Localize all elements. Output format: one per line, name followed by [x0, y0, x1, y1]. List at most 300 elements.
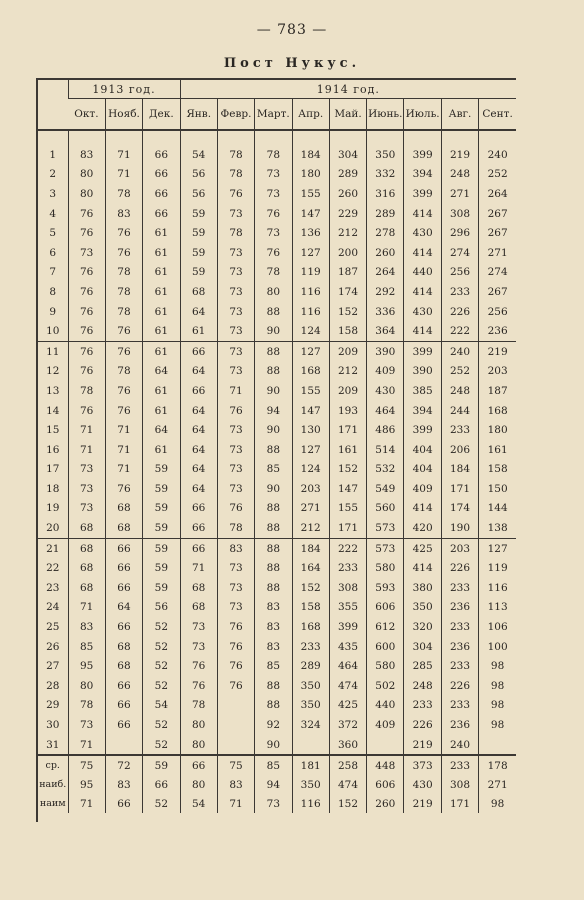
- value-cell: 161: [329, 440, 366, 460]
- value-cell: 76: [217, 656, 254, 676]
- month-header: Окт.: [68, 99, 105, 131]
- value-cell: 219: [479, 341, 516, 361]
- value-cell: 78: [255, 263, 292, 283]
- value-cell: 304: [329, 145, 366, 165]
- table-row: [38, 165, 516, 185]
- value-cell: 155: [292, 184, 329, 204]
- value-cell: 71: [68, 598, 105, 618]
- day-label: 20: [38, 518, 68, 538]
- value-cell: 59: [180, 243, 217, 263]
- value-cell: 308: [329, 578, 366, 598]
- value-cell: 248: [441, 165, 478, 185]
- day-label: 4: [49, 207, 57, 220]
- day-label: 14: [46, 404, 60, 417]
- value-cell: 76: [217, 499, 254, 519]
- value-cell: 226: [404, 715, 441, 735]
- value-cell: 64: [105, 598, 142, 618]
- day-label: 9: [49, 305, 57, 318]
- value-cell: 226: [441, 676, 478, 696]
- value-cell: 64: [180, 479, 217, 499]
- value-cell: 168: [479, 401, 516, 421]
- summary-cell: 66: [143, 775, 180, 794]
- value-cell: 80: [68, 165, 105, 185]
- value-cell: 180: [292, 165, 329, 185]
- value-cell: 76: [217, 617, 254, 637]
- value-cell: 113: [479, 598, 516, 618]
- value-cell: 71: [105, 460, 142, 480]
- table-row: [38, 401, 516, 421]
- day-label: 5: [49, 227, 57, 240]
- value-cell: 83: [105, 204, 142, 224]
- value-cell: [105, 735, 142, 756]
- value-cell: 147: [292, 401, 329, 421]
- day-label: 30: [46, 719, 60, 732]
- summary-cell: 73: [255, 794, 292, 813]
- value-cell: 59: [143, 538, 180, 558]
- value-cell: 66: [105, 676, 142, 696]
- value-cell: 73: [217, 263, 254, 283]
- value-cell: 83: [68, 145, 105, 165]
- value-cell: 414: [404, 499, 441, 519]
- value-cell: 271: [292, 499, 329, 519]
- value-cell: 304: [404, 637, 441, 657]
- value-cell: 292: [367, 282, 404, 302]
- value-cell: 66: [105, 696, 142, 716]
- summary-cell: 52: [143, 794, 180, 813]
- value-cell: 61: [180, 321, 217, 341]
- value-cell: 147: [292, 204, 329, 224]
- value-cell: 248: [404, 676, 441, 696]
- value-cell: 394: [404, 401, 441, 421]
- value-cell: 158: [329, 321, 366, 341]
- value-cell: 464: [367, 401, 404, 421]
- table-row: [38, 321, 516, 341]
- value-cell: 316: [367, 184, 404, 204]
- value-cell: 560: [367, 499, 404, 519]
- value-cell: 61: [143, 263, 180, 283]
- value-cell: 233: [441, 656, 478, 676]
- value-cell: 71: [105, 165, 142, 185]
- value-cell: 233: [292, 637, 329, 657]
- table-row: [38, 145, 516, 165]
- day-label: 24: [46, 601, 60, 614]
- value-cell: 289: [292, 656, 329, 676]
- value-cell: 289: [367, 204, 404, 224]
- summary-label: наим: [39, 798, 66, 810]
- value-cell: 168: [292, 617, 329, 637]
- value-cell: 52: [143, 735, 180, 756]
- value-cell: 76: [68, 401, 105, 421]
- value-cell: 68: [180, 578, 217, 598]
- table-row: [38, 715, 516, 735]
- value-cell: 260: [329, 184, 366, 204]
- value-cell: 76: [105, 321, 142, 341]
- value-cell: 66: [105, 558, 142, 578]
- value-cell: 226: [441, 302, 478, 322]
- value-cell: 64: [180, 440, 217, 460]
- value-cell: 73: [255, 184, 292, 204]
- year-1913-header: 1913 год.: [68, 79, 180, 99]
- value-cell: 285: [404, 656, 441, 676]
- value-cell: 78: [255, 145, 292, 165]
- day-label: 21: [46, 542, 60, 555]
- value-cell: 260: [367, 243, 404, 263]
- value-cell: 106: [479, 617, 516, 637]
- summary-cell: 271: [479, 775, 516, 794]
- value-cell: 76: [217, 401, 254, 421]
- value-cell: 380: [404, 578, 441, 598]
- day-label: 22: [46, 562, 60, 575]
- value-cell: 68: [105, 499, 142, 519]
- value-cell: 124: [292, 460, 329, 480]
- value-cell: 171: [329, 518, 366, 538]
- value-cell: 76: [68, 204, 105, 224]
- value-cell: 88: [255, 302, 292, 322]
- summary-cell: 80: [180, 775, 217, 794]
- value-cell: 68: [105, 637, 142, 657]
- table-row: [38, 499, 516, 519]
- table-row: [38, 735, 516, 756]
- value-cell: 430: [367, 381, 404, 401]
- summary-cell: 75: [68, 755, 105, 775]
- value-cell: 83: [217, 538, 254, 558]
- value-cell: 59: [180, 263, 217, 283]
- value-cell: 184: [292, 538, 329, 558]
- value-cell: 174: [329, 282, 366, 302]
- value-cell: 88: [255, 538, 292, 558]
- value-cell: 580: [367, 656, 404, 676]
- value-cell: 271: [441, 184, 478, 204]
- summary-cell: 350: [292, 775, 329, 794]
- summary-cell: 94: [255, 775, 292, 794]
- value-cell: 68: [105, 518, 142, 538]
- day-label: 19: [46, 502, 60, 515]
- value-cell: 372: [329, 715, 366, 735]
- value-cell: 59: [143, 460, 180, 480]
- value-cell: 549: [367, 479, 404, 499]
- value-cell: 88: [255, 518, 292, 538]
- value-cell: 73: [217, 243, 254, 263]
- value-cell: 76: [255, 243, 292, 263]
- value-cell: 73: [68, 715, 105, 735]
- value-cell: 52: [143, 637, 180, 657]
- value-cell: 61: [143, 440, 180, 460]
- value-cell: 78: [68, 381, 105, 401]
- day-label: 26: [46, 640, 60, 653]
- value-cell: 56: [143, 598, 180, 618]
- value-cell: 464: [329, 656, 366, 676]
- month-header: Февр.: [217, 99, 254, 131]
- summary-cell: 85: [255, 755, 292, 775]
- summary-label: наиб.: [39, 779, 67, 791]
- value-cell: 83: [255, 617, 292, 637]
- value-cell: 233: [441, 578, 478, 598]
- day-label: 23: [46, 581, 60, 594]
- value-cell: 66: [105, 617, 142, 637]
- value-cell: 66: [180, 341, 217, 361]
- page-title: Пост Нукус.: [223, 56, 361, 71]
- table-row: [38, 263, 516, 283]
- value-cell: 78: [217, 165, 254, 185]
- value-cell: 56: [180, 184, 217, 204]
- value-cell: 76: [217, 184, 254, 204]
- value-cell: 90: [255, 381, 292, 401]
- value-cell: 73: [217, 440, 254, 460]
- value-cell: 73: [217, 341, 254, 361]
- value-cell: 414: [404, 282, 441, 302]
- value-cell: 73: [217, 578, 254, 598]
- table-row: [38, 440, 516, 460]
- summary-cell: 181: [292, 755, 329, 775]
- value-cell: 350: [404, 598, 441, 618]
- value-cell: 233: [441, 420, 478, 440]
- value-cell: 404: [404, 460, 441, 480]
- month-header: Июнь.: [367, 99, 404, 131]
- value-cell: 399: [329, 617, 366, 637]
- table-row: [38, 479, 516, 499]
- table-row: [38, 381, 516, 401]
- value-cell: 124: [292, 321, 329, 341]
- value-cell: 76: [105, 243, 142, 263]
- summary-cell: 258: [329, 755, 366, 775]
- summary-cell: 83: [105, 775, 142, 794]
- table-row: [38, 460, 516, 480]
- value-cell: 85: [255, 460, 292, 480]
- value-cell: 73: [255, 223, 292, 243]
- value-cell: 130: [292, 420, 329, 440]
- value-cell: 71: [105, 440, 142, 460]
- value-cell: 76: [68, 302, 105, 322]
- value-cell: 61: [143, 381, 180, 401]
- value-cell: 88: [255, 676, 292, 696]
- value-cell: 66: [143, 145, 180, 165]
- value-cell: 88: [255, 341, 292, 361]
- day-label: 18: [46, 482, 60, 495]
- value-cell: [367, 735, 404, 756]
- day-label: 7: [49, 266, 57, 279]
- value-cell: 59: [180, 223, 217, 243]
- table-row: [38, 223, 516, 243]
- summary-cell: 98: [479, 794, 516, 813]
- value-cell: 278: [367, 223, 404, 243]
- day-label: 15: [46, 424, 60, 437]
- summary-cell: 448: [367, 755, 404, 775]
- value-cell: 399: [404, 420, 441, 440]
- value-cell: 90: [255, 321, 292, 341]
- value-cell: 76: [217, 676, 254, 696]
- value-cell: 209: [329, 341, 366, 361]
- value-cell: 90: [255, 479, 292, 499]
- value-cell: 320: [404, 617, 441, 637]
- value-cell: 83: [255, 637, 292, 657]
- value-cell: 233: [441, 617, 478, 637]
- value-cell: 612: [367, 617, 404, 637]
- value-cell: 127: [292, 243, 329, 263]
- value-cell: 600: [367, 637, 404, 657]
- month-header: Нояб.: [105, 99, 142, 131]
- value-cell: 80: [68, 184, 105, 204]
- month-header: Авг.: [441, 99, 478, 131]
- table-row: [38, 282, 516, 302]
- value-cell: 200: [329, 243, 366, 263]
- value-cell: 80: [68, 676, 105, 696]
- value-cell: 83: [255, 598, 292, 618]
- value-cell: 394: [404, 165, 441, 185]
- value-cell: 71: [217, 381, 254, 401]
- day-label: 29: [46, 699, 60, 712]
- table-row: [38, 676, 516, 696]
- summary-cell: 72: [105, 755, 142, 775]
- summary-cell: 71: [217, 794, 254, 813]
- value-cell: 440: [367, 696, 404, 716]
- value-cell: 240: [479, 145, 516, 165]
- value-cell: 212: [292, 518, 329, 538]
- value-cell: 226: [441, 558, 478, 578]
- value-cell: 80: [180, 715, 217, 735]
- summary-row: [38, 794, 516, 813]
- table-row: [38, 243, 516, 263]
- value-cell: 78: [105, 362, 142, 382]
- day-label: 10: [38, 321, 68, 341]
- value-cell: 274: [441, 243, 478, 263]
- value-cell: 73: [68, 499, 105, 519]
- value-cell: 73: [255, 165, 292, 185]
- value-cell: 127: [292, 440, 329, 460]
- value-cell: 52: [143, 656, 180, 676]
- value-cell: 390: [404, 362, 441, 382]
- value-cell: 66: [105, 538, 142, 558]
- value-cell: 147: [329, 479, 366, 499]
- value-cell: 66: [105, 715, 142, 735]
- value-cell: 73: [217, 282, 254, 302]
- value-cell: 171: [329, 420, 366, 440]
- value-cell: 73: [217, 558, 254, 578]
- value-cell: 71: [180, 558, 217, 578]
- value-cell: 61: [143, 282, 180, 302]
- day-label: 8: [49, 285, 57, 298]
- value-cell: 71: [68, 440, 105, 460]
- value-cell: 212: [329, 362, 366, 382]
- value-cell: 240: [441, 735, 478, 756]
- value-cell: 184: [441, 460, 478, 480]
- year-1914-header: 1914 год.: [180, 79, 516, 99]
- value-cell: 267: [479, 282, 516, 302]
- month-header: Апр.: [292, 99, 329, 131]
- value-cell: 390: [367, 341, 404, 361]
- value-cell: 420: [404, 518, 441, 538]
- summary-cell: 178: [479, 755, 516, 775]
- value-cell: 76: [68, 263, 105, 283]
- value-cell: 206: [441, 440, 478, 460]
- summary-cell: 260: [367, 794, 404, 813]
- value-cell: 430: [404, 302, 441, 322]
- value-cell: 76: [105, 223, 142, 243]
- value-cell: 54: [180, 145, 217, 165]
- value-cell: 350: [292, 696, 329, 716]
- summary-cell: 59: [143, 755, 180, 775]
- value-cell: 593: [367, 578, 404, 598]
- table-row: [38, 204, 516, 224]
- value-cell: 54: [143, 696, 180, 716]
- value-cell: 486: [367, 420, 404, 440]
- discharge-table: [38, 78, 516, 813]
- value-cell: 409: [367, 715, 404, 735]
- day-label: 17: [46, 463, 60, 476]
- value-cell: 76: [180, 676, 217, 696]
- value-cell: 92: [255, 715, 292, 735]
- value-cell: 88: [255, 499, 292, 519]
- value-cell: 229: [329, 204, 366, 224]
- value-cell: 80: [180, 735, 217, 756]
- value-cell: 73: [217, 204, 254, 224]
- day-label: 2: [49, 168, 57, 181]
- value-cell: 127: [292, 341, 329, 361]
- table-row: [38, 656, 516, 676]
- month-header: Дек.: [143, 99, 180, 131]
- value-cell: 90: [255, 735, 292, 756]
- value-cell: 296: [441, 223, 478, 243]
- value-cell: 61: [143, 243, 180, 263]
- day-label: 25: [46, 621, 60, 634]
- value-cell: 350: [367, 145, 404, 165]
- summary-cell: 75: [217, 755, 254, 775]
- value-cell: 233: [404, 696, 441, 716]
- value-cell: 78: [217, 223, 254, 243]
- value-cell: 222: [441, 321, 478, 341]
- value-cell: 152: [292, 578, 329, 598]
- value-cell: 430: [404, 223, 441, 243]
- value-cell: 573: [367, 518, 404, 538]
- value-cell: 76: [105, 401, 142, 421]
- page-number: — 783 —: [256, 22, 328, 38]
- table-row: [38, 558, 516, 578]
- value-cell: 73: [217, 362, 254, 382]
- value-cell: 94: [255, 401, 292, 421]
- day-label: 12: [46, 365, 60, 378]
- value-cell: 64: [143, 420, 180, 440]
- value-cell: [292, 735, 329, 756]
- summary-cell: 66: [105, 794, 142, 813]
- value-cell: 66: [105, 578, 142, 598]
- value-cell: 52: [143, 715, 180, 735]
- table-row: [38, 578, 516, 598]
- value-cell: 78: [105, 184, 142, 204]
- value-cell: 73: [217, 420, 254, 440]
- value-cell: 155: [329, 499, 366, 519]
- summary-cell: 430: [404, 775, 441, 794]
- summary-cell: 152: [329, 794, 366, 813]
- day-label: 31: [46, 738, 60, 751]
- value-cell: 127: [479, 538, 516, 558]
- value-cell: 580: [367, 558, 404, 578]
- value-cell: [479, 735, 516, 756]
- summary-cell: 83: [217, 775, 254, 794]
- value-cell: 350: [292, 676, 329, 696]
- value-cell: 184: [292, 145, 329, 165]
- value-cell: 66: [180, 499, 217, 519]
- value-cell: 64: [180, 420, 217, 440]
- value-cell: 171: [441, 479, 478, 499]
- table-row: [38, 420, 516, 440]
- value-cell: 98: [479, 656, 516, 676]
- table-row: [38, 341, 516, 361]
- value-cell: 409: [367, 362, 404, 382]
- value-cell: 66: [180, 538, 217, 558]
- value-cell: 61: [143, 401, 180, 421]
- value-cell: 289: [329, 165, 366, 185]
- value-cell: 64: [143, 362, 180, 382]
- summary-cell: 219: [404, 794, 441, 813]
